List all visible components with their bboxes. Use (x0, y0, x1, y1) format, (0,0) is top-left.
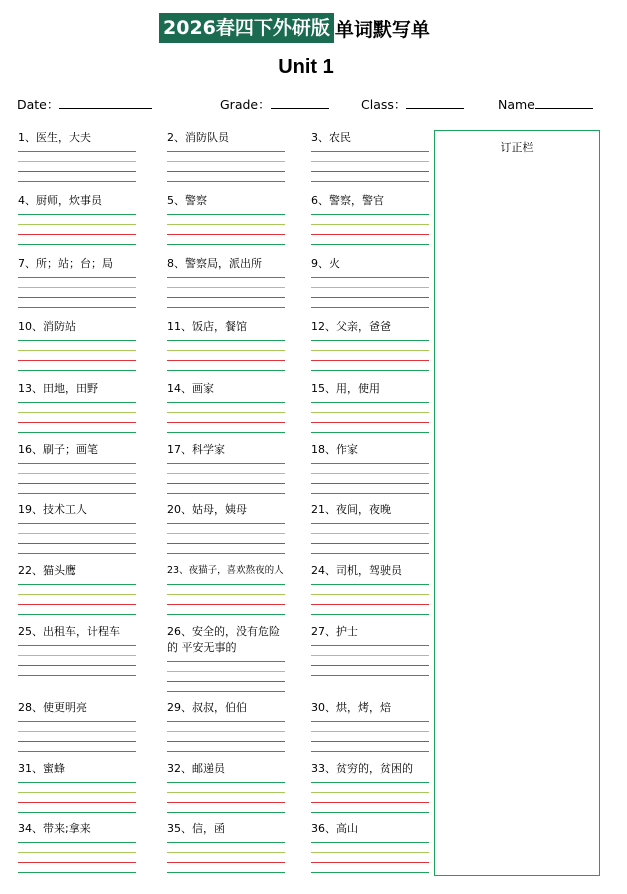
writing-line[interactable] (18, 655, 136, 656)
writing-line[interactable] (18, 422, 136, 423)
writing-line[interactable] (311, 792, 429, 793)
writing-line[interactable] (167, 473, 285, 474)
writing-line[interactable] (167, 614, 285, 615)
writing-line[interactable] (18, 731, 136, 732)
word-item (18, 502, 136, 554)
writing-line[interactable] (18, 802, 136, 803)
writing-line[interactable] (18, 862, 136, 863)
word-label: 35、信，函 (167, 822, 225, 835)
word-label: 33、贫穷的，贫困的 (311, 762, 413, 775)
writing-line[interactable] (18, 852, 136, 853)
writing-line[interactable] (311, 675, 429, 676)
writing-line[interactable] (18, 553, 136, 554)
writing-line[interactable] (311, 812, 429, 813)
writing-line[interactable] (311, 782, 429, 783)
writing-line[interactable] (311, 224, 429, 225)
writing-line[interactable] (311, 181, 429, 182)
word-item (18, 624, 136, 676)
writing-line[interactable] (18, 584, 136, 585)
writing-line[interactable] (18, 234, 136, 235)
word-label: 22、猫头鹰 (18, 564, 76, 577)
word-label: 21、夜间，夜晚 (311, 503, 391, 516)
writing-line[interactable] (18, 483, 136, 484)
writing-line[interactable] (18, 402, 136, 403)
name-blank[interactable] (535, 94, 593, 109)
writing-line[interactable] (167, 594, 285, 595)
writing-line[interactable] (311, 422, 429, 423)
writing-line[interactable] (167, 584, 285, 585)
writing-line[interactable] (167, 553, 285, 554)
writing-line[interactable] (167, 277, 285, 278)
word-label: 10、消防站 (18, 320, 76, 333)
writing-line[interactable] (167, 842, 285, 843)
word-label: 32、邮递员 (167, 762, 225, 775)
word-item (167, 761, 285, 813)
writing-line[interactable] (311, 594, 429, 595)
title-highlight: 2026春四下外研版 (159, 13, 334, 43)
writing-line[interactable] (311, 872, 429, 873)
word-item (167, 193, 285, 245)
writing-line[interactable] (18, 645, 136, 646)
writing-line[interactable] (311, 307, 429, 308)
word-label: 26、安全的，没有危险的 平安无事的 (167, 625, 280, 654)
writing-line[interactable] (311, 463, 429, 464)
word-item (311, 381, 429, 433)
word-item (18, 381, 136, 433)
word-label: 12、父亲，爸爸 (311, 320, 391, 333)
word-item (18, 761, 136, 813)
writing-line[interactable] (167, 741, 285, 742)
writing-line[interactable] (311, 604, 429, 605)
writing-line[interactable] (167, 412, 285, 413)
writing-line[interactable] (167, 721, 285, 722)
writing-line[interactable] (167, 402, 285, 403)
writing-line[interactable] (311, 741, 429, 742)
title-rest: 单词默写单 (334, 18, 430, 41)
writing-line[interactable] (18, 812, 136, 813)
writing-line[interactable] (167, 671, 285, 672)
writing-line[interactable] (311, 161, 429, 162)
writing-line[interactable] (18, 463, 136, 464)
writing-line[interactable] (311, 584, 429, 585)
writing-line[interactable] (18, 842, 136, 843)
word-label: 29、叔叔，伯伯 (167, 701, 247, 714)
word-item (311, 761, 429, 813)
writing-line[interactable] (167, 151, 285, 152)
word-label: 7、所；站；台；局 (18, 257, 113, 270)
writing-line[interactable] (311, 171, 429, 172)
writing-line[interactable] (18, 751, 136, 752)
writing-line[interactable] (311, 340, 429, 341)
word-item (311, 256, 429, 308)
writing-line[interactable] (311, 645, 429, 646)
word-item (311, 319, 429, 371)
date-field[interactable] (17, 94, 152, 113)
writing-line[interactable] (167, 523, 285, 524)
unit-title: Unit 1 (278, 56, 334, 78)
writing-line[interactable] (167, 812, 285, 813)
writing-line[interactable] (167, 852, 285, 853)
writing-line[interactable] (18, 432, 136, 433)
writing-line[interactable] (311, 842, 429, 843)
writing-line[interactable] (167, 171, 285, 172)
writing-line[interactable] (167, 297, 285, 298)
word-label: 9、火 (311, 257, 340, 270)
writing-line[interactable] (18, 533, 136, 534)
writing-line[interactable] (18, 171, 136, 172)
word-item (18, 700, 136, 752)
word-label: 13、田地，田野 (18, 382, 98, 395)
writing-line[interactable] (311, 852, 429, 853)
writing-line[interactable] (167, 483, 285, 484)
date-blank[interactable] (59, 94, 152, 109)
word-item (311, 502, 429, 554)
correction-title: 订正栏 (500, 141, 534, 154)
word-label: 23、夜猫子，喜欢熬夜的人 (167, 565, 284, 576)
writing-line[interactable] (18, 360, 136, 361)
writing-line[interactable] (18, 340, 136, 341)
writing-line[interactable] (311, 802, 429, 803)
class-blank[interactable] (406, 94, 464, 109)
writing-line[interactable] (311, 214, 429, 215)
writing-line[interactable] (18, 872, 136, 873)
writing-line[interactable] (167, 161, 285, 162)
writing-line[interactable] (167, 533, 285, 534)
word-label: 28、使更明亮 (18, 701, 87, 714)
word-item (18, 193, 136, 245)
writing-line[interactable] (18, 741, 136, 742)
writing-line[interactable] (18, 493, 136, 494)
grade-blank[interactable] (271, 94, 329, 109)
writing-line[interactable] (18, 277, 136, 278)
writing-line[interactable] (311, 533, 429, 534)
writing-line[interactable] (167, 350, 285, 351)
writing-line[interactable] (311, 751, 429, 752)
word-item (167, 381, 285, 433)
writing-line[interactable] (18, 161, 136, 162)
writing-line[interactable] (18, 350, 136, 351)
writing-line[interactable] (167, 181, 285, 182)
writing-line[interactable] (311, 277, 429, 278)
writing-line[interactable] (167, 782, 285, 783)
word-label: 2、消防队员 (167, 131, 229, 144)
writing-line[interactable] (311, 370, 429, 371)
writing-line[interactable] (18, 412, 136, 413)
word-label: 1、医生，大夫 (18, 131, 91, 144)
word-label: 11、饭店，餐馆 (167, 320, 247, 333)
writing-line[interactable] (167, 287, 285, 288)
writing-line[interactable] (18, 244, 136, 245)
word-label: 8、警察局，派出所 (167, 257, 262, 270)
correction-box[interactable] (434, 130, 600, 876)
word-label: 15、用，使用 (311, 382, 380, 395)
name-field[interactable] (498, 94, 593, 112)
word-item (167, 700, 285, 752)
writing-line[interactable] (167, 307, 285, 308)
class-field[interactable] (361, 94, 464, 113)
writing-line[interactable] (18, 523, 136, 524)
word-item (167, 502, 285, 554)
writing-line[interactable] (311, 493, 429, 494)
writing-line[interactable] (167, 751, 285, 752)
word-label: 14、画家 (167, 382, 214, 395)
word-label: 25、出租车，计程车 (18, 625, 120, 638)
word-item (167, 624, 285, 692)
writing-line[interactable] (311, 432, 429, 433)
writing-line[interactable] (311, 543, 429, 544)
word-item (167, 256, 285, 308)
writing-line[interactable] (311, 483, 429, 484)
date-label: Date： (17, 97, 60, 112)
word-label: 5、警察 (167, 194, 207, 207)
writing-line[interactable] (18, 297, 136, 298)
word-label: 17、科学家 (167, 443, 225, 456)
writing-line[interactable] (18, 721, 136, 722)
word-label: 3、农民 (311, 131, 351, 144)
word-label: 4、厨师，炊事员 (18, 194, 102, 207)
writing-line[interactable] (311, 665, 429, 666)
word-label: 20、姑母，姨母 (167, 503, 247, 516)
writing-line[interactable] (167, 792, 285, 793)
writing-line[interactable] (311, 244, 429, 245)
writing-line[interactable] (311, 287, 429, 288)
word-label: 18、作家 (311, 443, 358, 456)
word-label: 31、蜜蜂 (18, 762, 65, 775)
writing-line[interactable] (311, 862, 429, 863)
writing-line[interactable] (18, 614, 136, 615)
writing-line[interactable] (311, 151, 429, 152)
writing-line[interactable] (167, 543, 285, 544)
writing-line[interactable] (18, 307, 136, 308)
word-item (18, 319, 136, 371)
word-item (18, 442, 136, 494)
writing-line[interactable] (311, 614, 429, 615)
writing-line[interactable] (167, 370, 285, 371)
writing-line[interactable] (18, 370, 136, 371)
writing-line[interactable] (18, 473, 136, 474)
writing-line[interactable] (167, 493, 285, 494)
word-label: 16、刷子；画笔 (18, 443, 98, 456)
writing-line[interactable] (311, 350, 429, 351)
writing-line[interactable] (167, 681, 285, 682)
word-label: 6、警察，警官 (311, 194, 384, 207)
writing-line[interactable] (167, 731, 285, 732)
writing-line[interactable] (311, 297, 429, 298)
grade-label: Grade： (220, 97, 271, 112)
word-item (18, 821, 136, 873)
writing-line[interactable] (167, 604, 285, 605)
writing-line[interactable] (18, 151, 136, 152)
word-label: 27、护士 (311, 625, 358, 638)
writing-line[interactable] (18, 214, 136, 215)
word-item (18, 130, 136, 182)
writing-line[interactable] (18, 792, 136, 793)
writing-line[interactable] (167, 463, 285, 464)
writing-line[interactable] (18, 181, 136, 182)
writing-line[interactable] (311, 473, 429, 474)
writing-line[interactable] (167, 802, 285, 803)
writing-line[interactable] (167, 432, 285, 433)
writing-line[interactable] (18, 594, 136, 595)
word-label: 24、司机，驾驶员 (311, 564, 402, 577)
writing-line[interactable] (311, 360, 429, 361)
word-item (18, 256, 136, 308)
writing-line[interactable] (167, 691, 285, 692)
writing-line[interactable] (311, 731, 429, 732)
word-item (167, 442, 285, 494)
writing-line[interactable] (18, 224, 136, 225)
word-item (311, 563, 429, 615)
writing-line[interactable] (167, 340, 285, 341)
grade-field[interactable] (220, 94, 329, 113)
writing-line[interactable] (311, 721, 429, 722)
word-item (311, 624, 429, 676)
word-item (311, 130, 429, 182)
writing-line[interactable] (167, 244, 285, 245)
word-item (167, 130, 285, 182)
writing-line[interactable] (18, 665, 136, 666)
writing-line[interactable] (167, 661, 285, 662)
writing-line[interactable] (167, 224, 285, 225)
writing-line[interactable] (311, 412, 429, 413)
writing-line[interactable] (167, 862, 285, 863)
writing-line[interactable] (18, 604, 136, 605)
writing-line[interactable] (167, 214, 285, 215)
writing-line[interactable] (18, 675, 136, 676)
writing-line[interactable] (167, 872, 285, 873)
word-item (311, 821, 429, 873)
writing-line[interactable] (311, 553, 429, 554)
word-item (167, 821, 285, 873)
writing-line[interactable] (18, 287, 136, 288)
writing-line[interactable] (18, 782, 136, 783)
writing-line[interactable] (311, 655, 429, 656)
writing-line[interactable] (311, 523, 429, 524)
writing-line[interactable] (167, 360, 285, 361)
writing-line[interactable] (18, 543, 136, 544)
writing-line[interactable] (311, 402, 429, 403)
word-label: 19、技术工人 (18, 503, 87, 516)
writing-line[interactable] (167, 422, 285, 423)
writing-line[interactable] (311, 234, 429, 235)
writing-line[interactable] (167, 234, 285, 235)
name-label: Name (498, 97, 535, 112)
word-label: 30、烘，烤，焙 (311, 701, 391, 714)
class-label: Class： (361, 97, 407, 112)
word-item (311, 442, 429, 494)
word-item (167, 319, 285, 371)
word-label: 36、高山 (311, 822, 358, 835)
word-label: 34、带来;拿来 (18, 822, 91, 835)
word-item (167, 563, 285, 615)
word-item (311, 193, 429, 245)
word-item (311, 700, 429, 752)
page-title (159, 12, 430, 44)
word-item (18, 563, 136, 615)
